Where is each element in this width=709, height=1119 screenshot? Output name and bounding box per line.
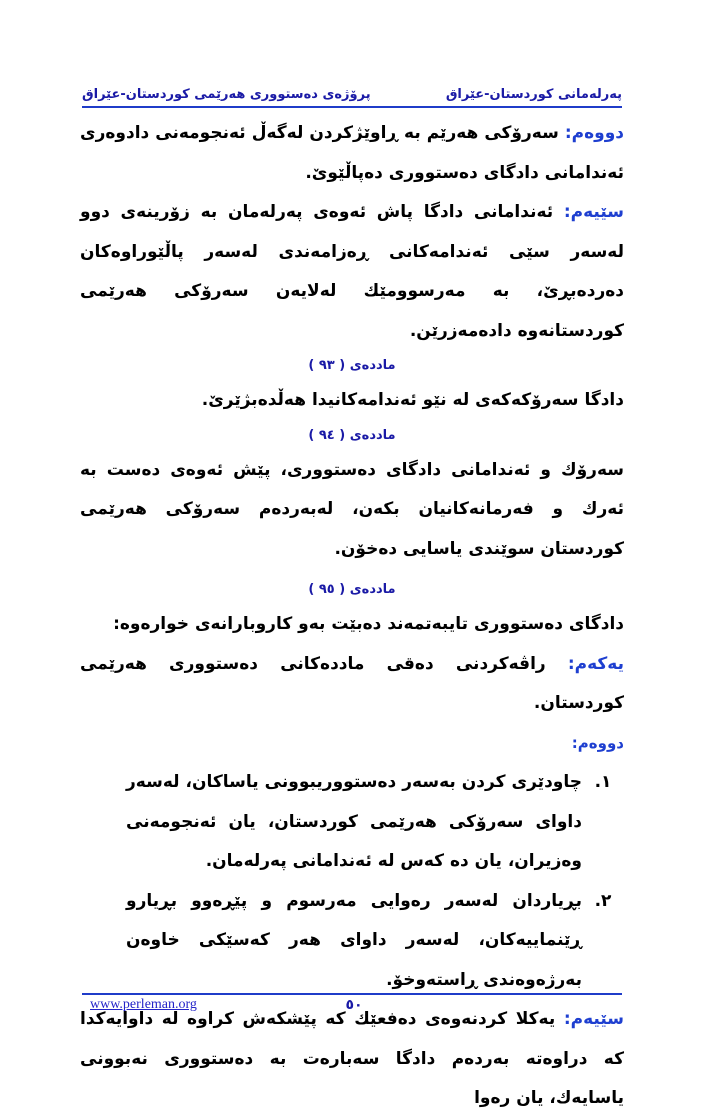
article-heading-93: ماددەی ( ٩٣ ) — [308, 358, 396, 373]
list-item-number: ١. — [594, 772, 612, 792]
footer-divider — [82, 993, 622, 995]
page-header — [82, 76, 622, 102]
paragraph — [80, 193, 624, 351]
list-item-text: چاودێری کردن بەسەر دەستووریبوونی یاساکان، لەسەر داوای سەرۆکی هەرێمی کوردستان، یان ئەنجومەنی وەزیران، یان دە کەس لە ئەندامانی پەرلەمان. — [126, 772, 582, 871]
header-constitution-title: پرۆژەی دەستووری هەرێمی کوردستان-عێراق — [82, 87, 371, 102]
list-item-text: بڕیاردان لەسەر رەوایی مەرسوم و پێڕەوو بڕیارو ڕێنماییەکان، لەسەر داوای هەر کەسێکی خاوەن بەرژەوەندی ڕاستەوخۆ. — [126, 890, 582, 990]
clause-text: سەرۆکی هەرێم بە ڕاوێژکردن لەگەڵ ئەنجومەنی دادوەری ئەندامانی دادگای دەستووری دەپاڵێوێ. — [80, 123, 624, 183]
header-divider — [82, 106, 622, 108]
clause-label: سێیەم: — [563, 202, 624, 222]
paragraph: سەرۆك و ئەندامانی دادگای دەستووری، پێش ئەوەی دەست بە ئەرك و فەرمانەکانیان بکەن، لەبەردەم سەرۆکی هەرێمی کوردستان سوێندی یاسایی دەخۆن. — [80, 459, 624, 559]
website-link[interactable]: www.perleman.org — [90, 997, 197, 1012]
list-item-number: ٢. — [594, 890, 612, 911]
page-number: ٥٠ — [345, 997, 363, 1013]
list-item — [80, 882, 624, 1001]
paragraph — [80, 1000, 624, 1119]
clause-label: دووەم: — [571, 733, 624, 752]
paragraph: دادگا سەرۆکەکەی لە نێو ئەندامەکانیدا هەڵدەبژێرێ. — [201, 390, 624, 410]
header-parliament-title: پەرلەمانی کوردستان-عێراق — [445, 87, 622, 102]
clause-text: ئەندامانی دادگا پاش ئەوەی پەرلەمان بە زۆرینەی دوو لەسەر سێی ئەندامەکانی ڕەزامەندی لەسەر پاڵێوراوەکان دەردەبڕێ، بە مەرسوومێك لەلایەن سەرۆکی هەرێمی کوردستانەوە دادەمەزرێن. — [80, 202, 624, 341]
paragraph: دادگای دەستووری تایبەتمەند دەبێت بەو کاروبارانەی خوارەوە: — [113, 614, 624, 634]
paragraph — [80, 114, 624, 193]
paragraph — [80, 645, 624, 724]
clause-label: یەکەم: — [567, 653, 624, 674]
clause-text: یەکلا کردنەوەی دەفعێك کە پێشکەش کراوە لە داوایەکدا کە دراوەتە بەردەم دادگا سەبارەت بە دەستووری نەبوونی یاسایەك، یان رەوا — [80, 1009, 624, 1108]
clause-label: دووەم: — [564, 123, 624, 143]
clause-text: راڤەکردنی دەقی ماددەکانی دەستووری هەرێمی کوردستان. — [80, 653, 624, 713]
paragraph — [80, 724, 624, 764]
page-body — [80, 114, 624, 1119]
clause-label: سێیەم: — [563, 1009, 624, 1029]
article-heading-95: ماددەی ( ٩٥ ) — [308, 582, 396, 597]
article-heading-94: ماددەی ( ٩٤ ) — [308, 427, 396, 443]
list-item — [80, 763, 624, 882]
